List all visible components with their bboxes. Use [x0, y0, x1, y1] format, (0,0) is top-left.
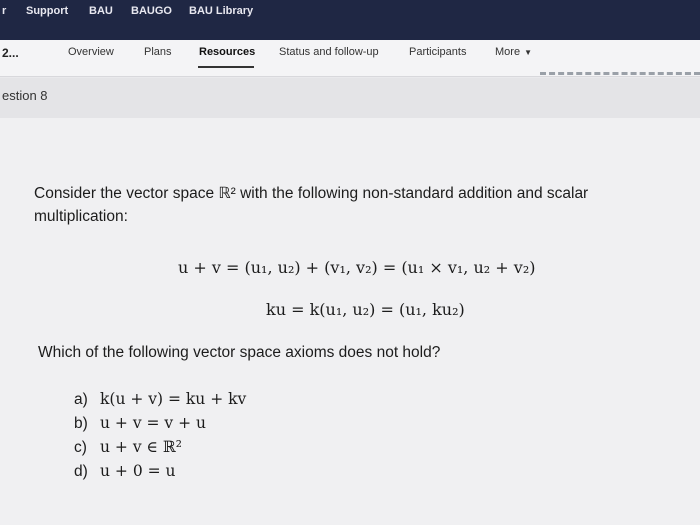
topnav-item-support[interactable]: Support [26, 5, 69, 17]
option-expression: u + 0 = u [100, 462, 176, 480]
option-b[interactable] [74, 414, 206, 433]
option-a[interactable] [74, 390, 246, 409]
scalar-multiplication-definition: ku = k(u₁, u₂) = (u₁, ku₂) [266, 300, 465, 319]
top-navigation-bar [0, 0, 700, 40]
course-code[interactable]: 2... [2, 46, 19, 60]
option-c[interactable] [74, 438, 182, 457]
question-intro-line-2: multiplication: [34, 208, 128, 225]
option-expression: u + v ∈ ℝ² [100, 438, 183, 456]
tab-status-and-follow-up[interactable]: Status and follow-up [279, 46, 379, 58]
course-subnav [0, 40, 700, 77]
option-d[interactable] [74, 462, 176, 481]
active-tab-indicator [198, 66, 254, 68]
option-expression: u + v = v + u [100, 414, 207, 432]
divider [540, 72, 700, 75]
question-intro-line-1: Consider the vector space ℝ² with the following non-standard addition and scalar [34, 185, 589, 202]
topnav-item-baugo[interactable]: BAUGO [131, 5, 172, 17]
topnav-item-truncated[interactable]: r [2, 5, 7, 17]
tab-more[interactable] [495, 46, 532, 58]
option-letter: b) [74, 415, 88, 432]
tab-participants[interactable]: Participants [409, 46, 467, 58]
addition-definition: u + v = (u₁, u₂) + (v₁, v₂) = (u₁ × v₁, u₂ + v₂) [178, 258, 536, 277]
question-body [0, 118, 700, 525]
tab-more-label: More [495, 46, 521, 58]
topnav-item-bau-library[interactable]: BAU Library [189, 5, 254, 17]
tab-overview[interactable]: Overview [68, 46, 114, 58]
option-letter: d) [74, 463, 88, 480]
option-letter: c) [74, 439, 87, 456]
chevron-down-icon: ▼ [524, 48, 532, 57]
tab-plans[interactable]: Plans [144, 46, 172, 58]
option-expression: k(u + v) = ku + kv [100, 390, 247, 408]
topnav-item-bau[interactable]: BAU [89, 5, 113, 17]
tab-resources[interactable]: Resources [199, 46, 256, 58]
question-header [0, 78, 700, 118]
question-prompt: Which of the following vector space axioms does not hold? [38, 344, 441, 361]
option-letter: a) [74, 391, 88, 408]
question-number: estion 8 [2, 88, 48, 103]
